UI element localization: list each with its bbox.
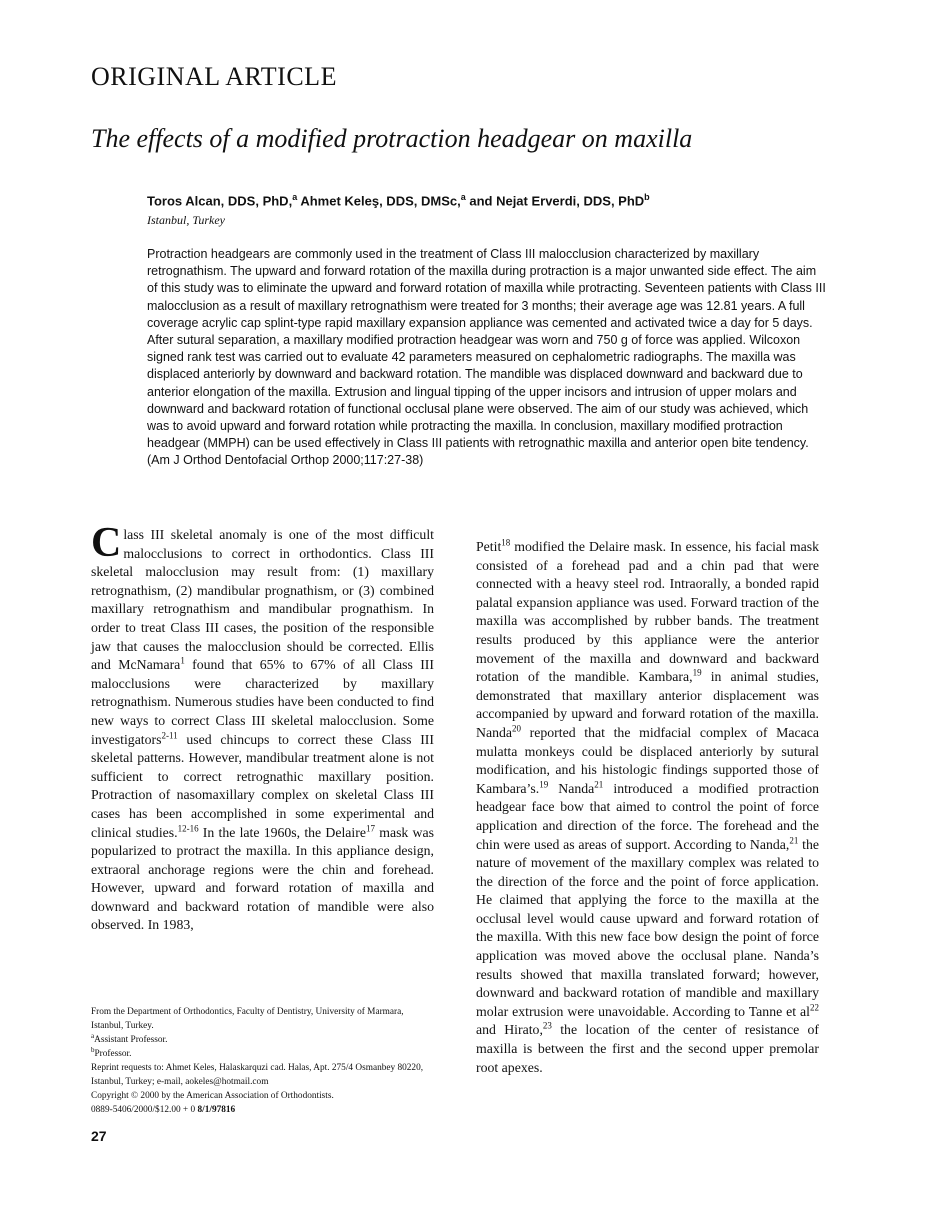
abstract-text: Protraction headgears are commonly used in the treatment of Class III malocclusion characterized by maxillary retrognathism. The upward and forward rotation of the maxilla during protraction is a major unwanted side effect. The aim of this study was to eliminate the upward and forward rotation of maxilla while protracting. Seventeen patients with Class III malocclusion as a result of maxillary retrognathism were treated for 3 months; their average age was 12.81 years. A full coverage acrylic cap splint-type rapid maxillary expansion appliance was cemented and activated twice a day for 5 days. After sutural separation, a maxillary modified protraction headgear was worn and 750 g of force was applied. Wilcoxon signed rank test was carried out to evaluate 42 parameters measured on cephalometric radiographs. The maxilla was displaced anteriorly by downward and backward rotation. The mandible was displaced downward and backward due to anterior elongation of the maxilla. Extrusion and lingual tipping of the upper incisors and intrusion of upper molars and downward and backward rotation of functional occlusal plane were observed. The aim of our study was achieved, which was to avoid upward and forward rotation while protracting the maxilla. In conclusion, maxillary modified protraction headgear (MMPH) can be used effectively in Class III patients with retrognathic maxilla and anterior open bite tendency. (Am J Orthod Dentofacial Orthop 2000;117:27-38) — [147, 247, 826, 468]
text-run: Nanda — [548, 780, 595, 796]
text-run: Petit — [476, 539, 502, 554]
footnote-department: From the Department of Orthodontics, Faculty of Dentistry, University of Marmara, Istanbul, Turkey. — [91, 1007, 404, 1031]
page-number: 27 — [91, 1128, 107, 1144]
text-run: the location of the center of resistance of maxilla is between the first and the second upper premolar root apexes. — [476, 1022, 819, 1075]
author-2: Ahmet Keleş, DDS, DMSc, — [297, 193, 461, 209]
citation-ref: 20 — [512, 723, 522, 734]
citation-ref: 19 — [539, 779, 549, 790]
citation-ref: 17 — [366, 822, 375, 833]
citation-ref: 19 — [692, 667, 702, 678]
text-run: in animal studies, demonstrated that maxillary anterior displacement was accompanied by upward and forward rotation of the maxilla. Nanda — [476, 669, 819, 740]
author-list — [147, 192, 650, 208]
citation-ref: 21 — [594, 779, 604, 790]
text-run: used chincups to correct these Class III skeletal patterns. However, mandibular treatment alone is not sufficient to correct retrognathic maxillary position. Protraction of nasomaxillary complex on skeletal Class III cases has been accomplished in some experimental and clinical studies. — [91, 731, 434, 840]
footnote-mark: b — [91, 1045, 95, 1054]
citation-ref: 18 — [501, 537, 511, 548]
footnote-issn — [91, 1103, 436, 1117]
citation-ref: 12-16 — [177, 822, 199, 833]
footnotes — [91, 1005, 436, 1117]
citation-ref: 1 — [180, 655, 185, 666]
drop-cap: C — [91, 520, 122, 566]
author-1: Toros Alcan, DDS, PhD, — [147, 193, 293, 209]
author-3: and Nejat Erverdi, DDS, PhD — [465, 193, 645, 209]
footnote-copyright: Copyright © 2000 by the American Association of Orthodontists. — [91, 1091, 334, 1101]
author-2-affil-mark: a — [460, 192, 466, 202]
text-run: found that 65% to 67% of all Class III malocclusions were characterized by maxillary retrognathism. Numerous studies have been conducted to find new ways to correct Class III skeletal malocclusion. Some investigators — [91, 657, 434, 747]
footnote-reprint: Reprint requests to: Ahmet Keles, Halaskarquzi cad. Halas, Apt. 275/4 Osmanbey 80220, Istanbul, Turkey; e-mail, aokeles@hotmail.com — [91, 1063, 424, 1087]
footnote-mark: a — [91, 1031, 95, 1040]
intro-paragraph — [91, 520, 435, 935]
text-run: and Hirato, — [476, 1022, 543, 1038]
citation-ref: 22 — [810, 1002, 819, 1013]
citation-ref: 21 — [789, 834, 799, 845]
affiliation: Istanbul, Turkey — [147, 213, 225, 227]
body-paragraph — [476, 538, 819, 1077]
footnote-text: Professor. — [94, 1049, 132, 1059]
text-run: the nature of movement of the maxillary complex was related to the direction of the force and the point of force application. He claimed that applying the force to the maxilla at the occlusal level would cause upward and forward rotation of the maxilla. With this new face bow design the point of force application was moved above the occlusal plane. Nanda’s results showed that maxilla translated forward; however, downward and backward rotation of mandible and maxillary molar extrusion were unavoidable. According to Tanne et al — [476, 836, 819, 1019]
citation-ref: 2-11 — [161, 729, 178, 740]
body-column-left — [91, 520, 435, 935]
section-label: ORIGINAL ARTICLE — [91, 62, 337, 91]
text-run: modified the Delaire mask. In essence, his facial mask consisted of a forehead pad and a chin pad that were connected with a heavy steel rod. Intraorally, a bonded rapid palatal expansion appliance was used. Forward traction of the maxilla was accomplished by rubber bands. The treatment results produced by this appliance were the anterior movement of the maxilla and downward and backward rotation of the mandible. Kambara, — [476, 539, 819, 685]
article-id: 8/1/97816 — [197, 1105, 236, 1115]
footnote-b — [91, 1047, 436, 1061]
footnote-text: Assistant Professor. — [94, 1035, 168, 1045]
text-run: reported that the midfacial complex of Macaca mulatta monkeys could be displaced anteriorly by sutural modification, and his histologic findings supported those of Kambara’s. — [476, 724, 819, 796]
citation-ref: 23 — [542, 1020, 552, 1031]
article-title: The effects of a modified protraction headgear on maxilla — [91, 124, 693, 153]
body-column-right — [476, 538, 819, 1077]
author-3-affil-mark: b — [644, 192, 650, 202]
text-run: mask was popularized to protract the maxilla. In this appliance design, extraoral anchorage regions were the chin and forehead. However, upward and forward rotation of maxilla and downward and backward rotation of mandible were also observed. In 1983, — [91, 824, 435, 933]
author-1-affil-mark: a — [292, 192, 298, 202]
footnote-a — [91, 1033, 436, 1047]
abstract — [147, 246, 827, 470]
issn-text: 0889-5406/2000/$12.00 + 0 — [91, 1105, 198, 1115]
text-run: lass III skeletal anomaly is one of the most difficult malocclusions to correct in orthodontics. Class III skeletal malocclusion may result from: (1) maxillary retrognathism, (2) mandibular prognathism, or (3) combined maxillary retrognathism and mandibular prognathism. In order to treat Class III cases, the position of the responsible jaw that causes the malocclusion should be corrected. Ellis and McNamara — [91, 527, 434, 673]
text-run: introduced a modified protraction headgear face bow that aimed to control the point of force application and direction of the force. The forehead and the chin were used as areas of support. According to Nanda, — [476, 780, 819, 852]
text-run: In the late 1960s, the Delaire — [198, 824, 366, 840]
